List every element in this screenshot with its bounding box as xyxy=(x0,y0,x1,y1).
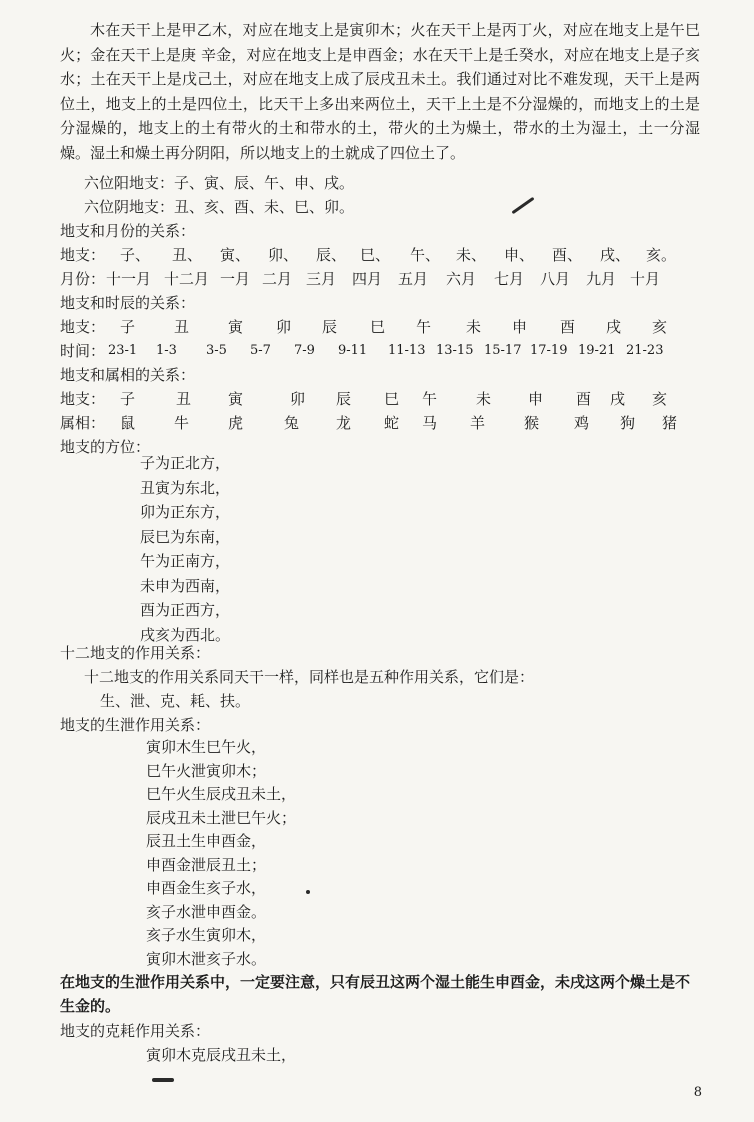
hour-time-cell: 5-7 xyxy=(250,343,271,358)
interactions-intro: 十二地支的作用关系同天干一样，同样也是五种作用关系，它们是： xyxy=(84,668,535,686)
month-branch-cell: 辰、 xyxy=(316,246,347,264)
generation-item: 辰戌丑未土泄巳午火； xyxy=(146,808,297,827)
month-branch-cell: 丑、 xyxy=(172,246,203,264)
zodiac-animal-label: 属相： xyxy=(60,414,106,432)
zodiac-animal-cell: 猪 xyxy=(662,414,678,432)
hour-time-cell: 7-9 xyxy=(294,343,315,358)
month-value-cell: 四月 xyxy=(352,270,383,288)
scan-speck xyxy=(511,197,534,214)
month-value-cell: 五月 xyxy=(398,270,429,288)
intro-paragraph: 木在天干上是甲乙木，对应在地支上是寅卯木；火在天干上是丙丁火，对应在地支上是午巳火；金在天干上是庚 辛金，对应在地支上是申酉金；水在天干上是壬癸水，对应在地支上是子亥水；土在天干上是戊己土，对应在地支上成了辰戌丑未土。我们通过对比不难发现，天干上是两位土，地支上的土是四位土，比天干上多出来两位土，天干上土是不分湿燥的，而地支上的土是分湿燥的，地支上的土有带火的土和带水的土，带火的土为燥土，带水的土为湿土，土一分湿燥。湿土和燥土再分阴阳，所以地支上的土就成了四位土了。 xyxy=(60,21,700,162)
hour-branch-cell: 卯 xyxy=(276,318,292,336)
month-branch-cell: 戌、 xyxy=(600,246,631,264)
hours-heading: 地支和时辰的关系： xyxy=(60,294,196,312)
zodiac-branch-cell: 戌 xyxy=(610,390,626,408)
month-branch-cell: 寅、 xyxy=(220,246,251,264)
direction-item: 未申为西南， xyxy=(140,576,231,595)
hour-time-cell: 19-21 xyxy=(578,343,616,358)
zodiac-animal-cell: 狗 xyxy=(620,414,636,432)
month-value-cell: 七月 xyxy=(494,270,525,288)
month-branch-cell: 申、 xyxy=(504,246,535,264)
zodiac-heading: 地支和属相的关系： xyxy=(60,366,196,384)
hour-time-cell: 11-13 xyxy=(388,343,426,358)
hour-branch-cell: 巳 xyxy=(370,318,386,336)
month-value-cell: 九月 xyxy=(586,270,617,288)
hour-branch-cell: 戌 xyxy=(606,318,622,336)
zodiac-animal-cell: 鸡 xyxy=(574,414,590,432)
month-value-cell: 二月 xyxy=(262,270,293,288)
hour-branch-cell: 子 xyxy=(120,318,136,336)
hour-branch-cell: 申 xyxy=(512,318,528,336)
direction-item: 辰巳为东南， xyxy=(140,527,231,546)
month-branch-cell: 亥。 xyxy=(646,246,677,264)
zodiac-animal-cell: 马 xyxy=(422,414,438,432)
hour-branch-cell: 丑 xyxy=(174,318,190,336)
hour-branch-cell: 辰 xyxy=(322,318,338,336)
direction-item: 酉为正西方， xyxy=(140,601,231,619)
month-branch-cell: 酉、 xyxy=(552,246,583,264)
zodiac-animal-cell: 牛 xyxy=(174,414,190,432)
zodiac-branch-cell: 丑 xyxy=(176,390,192,408)
zodiac-animal-cell: 羊 xyxy=(470,414,486,432)
direction-item: 卯为正东方， xyxy=(140,503,231,521)
months-branch-label: 地支： xyxy=(60,246,106,264)
zodiac-animal-cell: 蛇 xyxy=(384,414,400,432)
directions-heading: 地支的方位： xyxy=(60,438,151,456)
zodiac-animal-cell: 龙 xyxy=(336,414,352,432)
generation-item: 亥子水泄申酉金。 xyxy=(146,902,267,921)
generation-item: 亥子水生寅卯木， xyxy=(146,926,267,944)
page-number: 8 xyxy=(693,1085,702,1100)
zodiac-animal-cell: 猴 xyxy=(524,414,540,432)
generation-item: 辰丑土生申酉金， xyxy=(146,832,267,850)
hour-branch-cell: 亥 xyxy=(652,318,668,336)
hour-branch-cell: 午 xyxy=(416,318,432,336)
month-value-cell: 一月 xyxy=(220,270,251,288)
zodiac-branch-cell: 子 xyxy=(120,390,136,408)
month-value-cell: 十一月 xyxy=(106,270,152,288)
months-month-label: 月份： xyxy=(60,270,106,288)
month-value-cell: 十二月 xyxy=(164,270,210,288)
scan-speck xyxy=(306,890,310,894)
hour-time-cell: 23-1 xyxy=(108,343,138,358)
generation-item: 寅卯木泄亥子水。 xyxy=(146,949,267,968)
zodiac-branch-cell: 卯 xyxy=(290,390,306,408)
hour-time-cell: 1-3 xyxy=(156,343,177,358)
yang-branches-line: 六位阳地支：子、寅、辰、午、申、戌。 xyxy=(84,174,355,192)
months-heading: 地支和月份的关系： xyxy=(60,222,196,240)
zodiac-branch-label: 地支： xyxy=(60,390,106,408)
direction-item: 子为正北方， xyxy=(140,454,231,472)
hour-time-cell: 17-19 xyxy=(530,343,568,358)
month-branch-cell: 巳、 xyxy=(360,246,391,264)
direction-item: 戌亥为西北。 xyxy=(140,625,231,644)
generation-item: 巳午火生辰戌丑未土， xyxy=(146,785,297,803)
hour-time-cell: 13-15 xyxy=(436,343,474,358)
zodiac-branch-cell: 午 xyxy=(422,390,438,408)
hour-branch-cell: 未 xyxy=(466,318,482,336)
zodiac-branch-cell: 申 xyxy=(528,390,544,408)
direction-item: 午为正南方， xyxy=(140,552,231,570)
hour-time-cell: 21-23 xyxy=(626,343,664,358)
zodiac-branch-cell: 酉 xyxy=(576,390,592,408)
interactions-heading: 十二地支的作用关系： xyxy=(60,644,211,662)
zodiac-animal-cell: 虎 xyxy=(228,414,244,432)
hour-time-cell: 3-5 xyxy=(206,343,227,358)
month-branch-cell: 未、 xyxy=(456,246,487,264)
generation-item: 巳午火泄寅卯木； xyxy=(146,761,267,780)
hours-time-label: 时间： xyxy=(60,342,106,360)
direction-item: 丑寅为东北， xyxy=(140,478,231,497)
zodiac-branch-cell: 辰 xyxy=(336,390,352,408)
generation-item: 寅卯木生巳午火， xyxy=(146,738,267,756)
control-item: 寅卯木克辰戌丑未土， xyxy=(146,1046,297,1064)
month-value-cell: 三月 xyxy=(306,270,337,288)
month-value-cell: 六月 xyxy=(446,270,477,288)
hours-branch-label: 地支： xyxy=(60,318,106,336)
generation-heading: 地支的生泄作用关系： xyxy=(60,716,211,734)
generation-item: 申酉金生亥子水， xyxy=(146,879,267,897)
hour-time-cell: 15-17 xyxy=(484,343,522,358)
generation-item: 申酉金泄辰丑土； xyxy=(146,855,267,874)
zodiac-branch-cell: 寅 xyxy=(228,390,244,408)
month-value-cell: 八月 xyxy=(540,270,571,288)
zodiac-branch-cell: 亥 xyxy=(652,390,668,408)
zodiac-branch-cell: 巳 xyxy=(384,390,400,408)
interactions-relations: 生、泄、克、耗、扶。 xyxy=(100,692,251,710)
zodiac-branch-cell: 未 xyxy=(476,390,492,408)
zodiac-animal-cell: 兔 xyxy=(284,414,300,432)
hour-time-cell: 9-11 xyxy=(338,343,368,358)
zodiac-animal-cell: 鼠 xyxy=(120,414,136,432)
control-heading: 地支的克耗作用关系： xyxy=(60,1022,211,1040)
month-branch-cell: 卯、 xyxy=(268,246,299,264)
generation-note: 在地支的生泄作用关系中，一定要注意，只有辰丑这两个湿土能生申酉金，未戌这两个燥土是不生金的。 xyxy=(60,973,691,1015)
hour-branch-cell: 寅 xyxy=(228,318,244,336)
scan-speck xyxy=(152,1078,174,1082)
month-branch-cell: 午、 xyxy=(410,246,441,264)
month-branch-cell: 子、 xyxy=(120,246,151,264)
hour-branch-cell: 酉 xyxy=(560,318,576,336)
yin-branches-line: 六位阴地支：丑、亥、酉、未、巳、卯。 xyxy=(84,198,355,216)
month-value-cell: 十月 xyxy=(630,270,661,288)
